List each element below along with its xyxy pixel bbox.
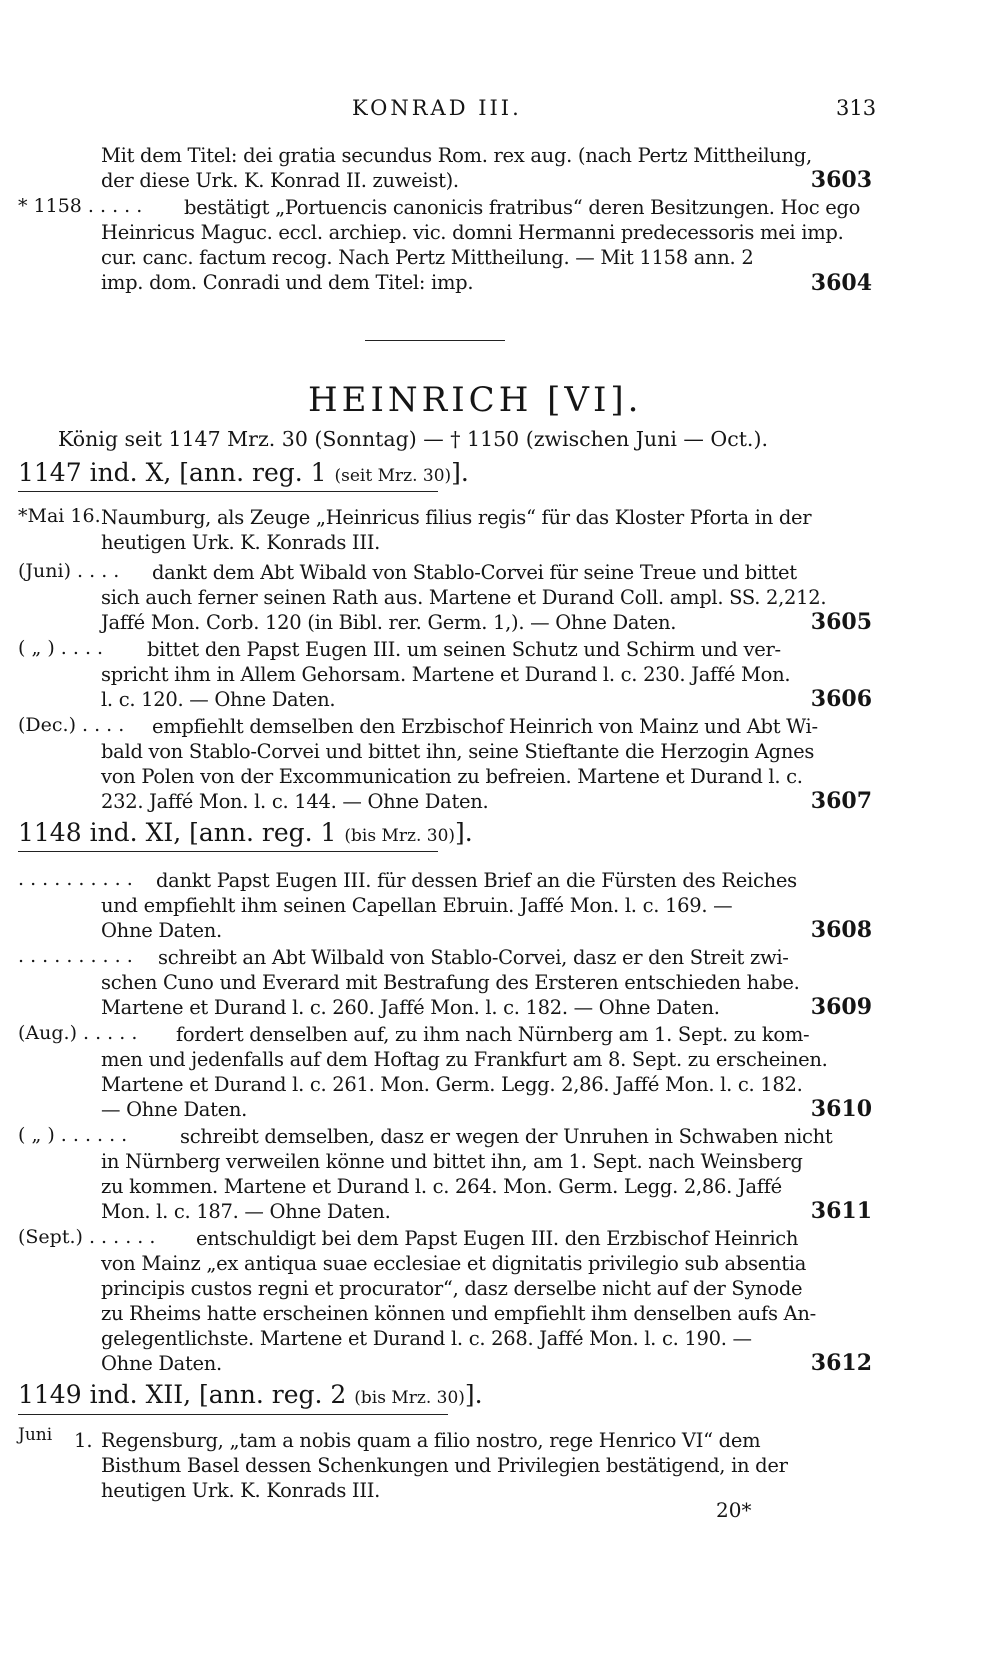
entry-number-3607: 3607 [810,788,872,814]
entry-date-ditto: ( „ ) . . . . [18,637,104,659]
entry-mai16-line-2: heutigen Urk. K. Konrads III. [101,531,381,554]
year-heading-1149 [18,1380,483,1409]
entry-3612-line-2: von Mainz „ex antiqua suae ecclesiae et dignitatis privilegio sub absentia [101,1252,807,1275]
year-underline [18,1414,448,1415]
entry-3609-line-1: schreibt an Abt Wilbald von Stablo-Corvei, dasz er den Streit zwi- [158,946,789,969]
entry-date-ditto: ( „ ) . . . . . . [18,1124,128,1146]
section-title: HEINRICH [VI]. [308,380,643,420]
section-subtitle: König seit 1147 Mrz. 30 (Sonntag) — † 1150 (zwischen Juni — Oct.). [58,427,768,451]
entry-date-mai16: *Mai 16. [18,505,101,527]
entry-3607-line-3: von Polen von der Excommunication zu befreien. Martene et Durand l. c. [101,765,803,788]
entry-number-3608: 3608 [810,917,872,943]
year-underline [18,491,438,492]
entry-number-3610: 3610 [810,1096,872,1122]
entry-3604-line-4: imp. dom. Conradi und dem Titel: imp. [101,271,474,294]
entry-3606-line-1: bittet den Papst Eugen III. um seinen Schutz und Schirm und ver- [147,638,781,661]
entry-3609-line-2: schen Cuno und Everard mit Bestrafung des Ersteren entschieden habe. [101,971,800,994]
section-divider [365,340,505,341]
year-heading-note: (bis Mrz. 30) [344,826,456,846]
entry-3609-line-3: Martene et Durand l. c. 260. Jaffé Mon. l. c. 182. — Ohne Daten. [101,996,720,1019]
entry-number-3612: 3612 [810,1350,872,1376]
entry-juni1-line-1: Regensburg, „tam a nobis quam a filio nostro, rege Henrico VI“ dem [101,1429,761,1452]
continuation-line-1: Mit dem Titel: dei gratia secundus Rom. rex aug. (nach Pertz Mittheilung, [101,144,812,167]
entry-3611-line-4: Mon. l. c. 187. — Ohne Daten. [101,1200,391,1223]
running-title: KONRAD III. [352,96,522,120]
entry-3611-line-3: zu kommen. Martene et Durand l. c. 264. Mon. Germ. Legg. 2,86. Jaffé [101,1175,782,1198]
entry-3607-line-2: bald von Stablo-Corvei und bittet ihn, seine Stieftante die Herzogin Agnes [101,740,815,763]
entry-3604-line-3: cur. canc. factum recog. Nach Pertz Mittheilung. — Mit 1158 ann. 2 [101,246,754,269]
entry-3604-line-1: bestätigt „Portuencis canonicis fratribus“ deren Besitzungen. Hoc ego [184,196,861,219]
entry-date-juni: (Juni) . . . . [18,560,120,582]
year-heading-main: 1148 ind. XI, [ann. reg. 1 [18,818,337,847]
entry-3606-line-3: l. c. 120. — Ohne Daten. [101,688,336,711]
entry-3612-line-4: zu Rheims hatte erscheinen können und empfiehlt ihm denselben aufs An- [101,1302,816,1325]
year-heading-main: 1149 ind. XII, [ann. reg. 2 [18,1380,347,1409]
entry-number-3604: 3604 [810,270,872,296]
entry-date-aug: (Aug.) . . . . . [18,1022,138,1044]
year-heading-1147 [18,458,469,487]
entry-3605-line-2: sich auch ferner seinen Rath aus. Martene et Durand Coll. ampl. SS. 2,212. [101,586,827,609]
entry-number-3611: 3611 [810,1198,872,1224]
entry-number-3609: 3609 [810,994,872,1020]
year-heading-main: 1147 ind. X, [ann. reg. 1 [18,458,327,487]
entry-3611-line-1: schreibt demselben, dasz er wegen der Unruhen in Schwaben nicht [180,1125,833,1148]
entry-3605-line-1: dankt dem Abt Wibald von Stablo-Corvei für seine Treue und bittet [152,561,797,584]
year-heading-note: (bis Mrz. 30) [354,1388,465,1408]
page-number: 313 [836,96,877,120]
entry-3606-line-2: spricht ihm in Allem Gehorsam. Martene et Durand l. c. 230. Jaffé Mon. [101,663,791,686]
entry-3605-line-3: Jaffé Mon. Corb. 120 (in Bibl. rer. Germ. 1,). — Ohne Daten. [101,611,677,634]
entry-3607-line-4: 232. Jaffé Mon. l. c. 144. — Ohne Daten. [101,790,489,813]
entry-date-undated: . . . . . . . . . . [18,945,133,967]
entry-3608-line-3: Ohne Daten. [101,919,222,942]
signature-mark: 20* [716,1498,752,1522]
entry-3612-line-3: principis custos regni et procurator“, dasz derselbe nicht auf der Synode [101,1277,803,1300]
entry-number-3606: 3606 [810,686,872,712]
entry-3610-line-2: men und jedenfalls auf dem Hoftag zu Frankfurt am 8. Sept. zu erscheinen. [101,1048,828,1071]
entry-3612-line-6: Ohne Daten. [101,1352,222,1375]
year-heading-close: ]. [451,458,469,487]
year-heading-close: ]. [464,1380,483,1409]
entry-juni1-line-3: heutigen Urk. K. Konrads III. [101,1479,381,1502]
entry-3608-line-1: dankt Papst Eugen III. für dessen Brief an die Fürsten des Reiches [156,869,797,892]
entry-number-3605: 3605 [810,609,872,635]
entry-3610-line-1: fordert denselben auf, zu ihm nach Nürnberg am 1. Sept. zu kom- [176,1023,810,1046]
entry-date-day: 1. [74,1429,93,1452]
year-heading-close: ]. [455,818,473,847]
entry-number-3603: 3603 [810,167,872,193]
year-underline [18,851,438,852]
entry-3612-line-5: gelegentlichste. Martene et Durand l. c. 268. Jaffé Mon. l. c. 190. — [101,1327,752,1350]
entry-3604-line-2: Heinricus Maguc. eccl. archiep. vic. domni Hermanni predecessoris mei imp. [101,221,844,244]
entry-3612-line-1: entschuldigt bei dem Papst Eugen III. den Erzbischof Heinrich [196,1227,799,1250]
entry-3610-line-4: — Ohne Daten. [101,1098,248,1121]
entry-3608-line-2: und empfiehlt ihm seinen Capellan Ebruin. Jaffé Mon. l. c. 169. — [101,894,733,917]
entry-date-sept: (Sept.) . . . . . . [18,1226,156,1248]
entry-juni1-line-2: Bisthum Basel dessen Schenkungen und Privilegien bestätigend, in der [101,1454,788,1477]
entry-3611-line-2: in Nürnberg verweilen könne und bittet ihn, am 1. Sept. nach Weinsberg [101,1150,803,1173]
entry-date-undated: . . . . . . . . . . [18,868,133,890]
entry-3610-line-3: Martene et Durand l. c. 261. Mon. Germ. Legg. 2,86. Jaffé Mon. l. c. 182. [101,1073,803,1096]
entry-date-month: Juni [18,1425,53,1445]
entry-mai16-line-1: Naumburg, als Zeuge „Heinricus filius regis“ für das Kloster Pforta in der [101,506,812,529]
continuation-line-2: der diese Urk. K. Konrad II. zuweist). [101,169,459,192]
entry-3607-line-1: empfiehlt demselben den Erzbischof Heinrich von Mainz und Abt Wi- [152,715,818,738]
year-heading-note: (seit Mrz. 30) [334,466,452,486]
year-heading-1148 [18,818,473,847]
entry-date-1158: * 1158 . . . . . [18,195,143,217]
entry-date-dec: (Dec.) . . . . [18,714,125,736]
